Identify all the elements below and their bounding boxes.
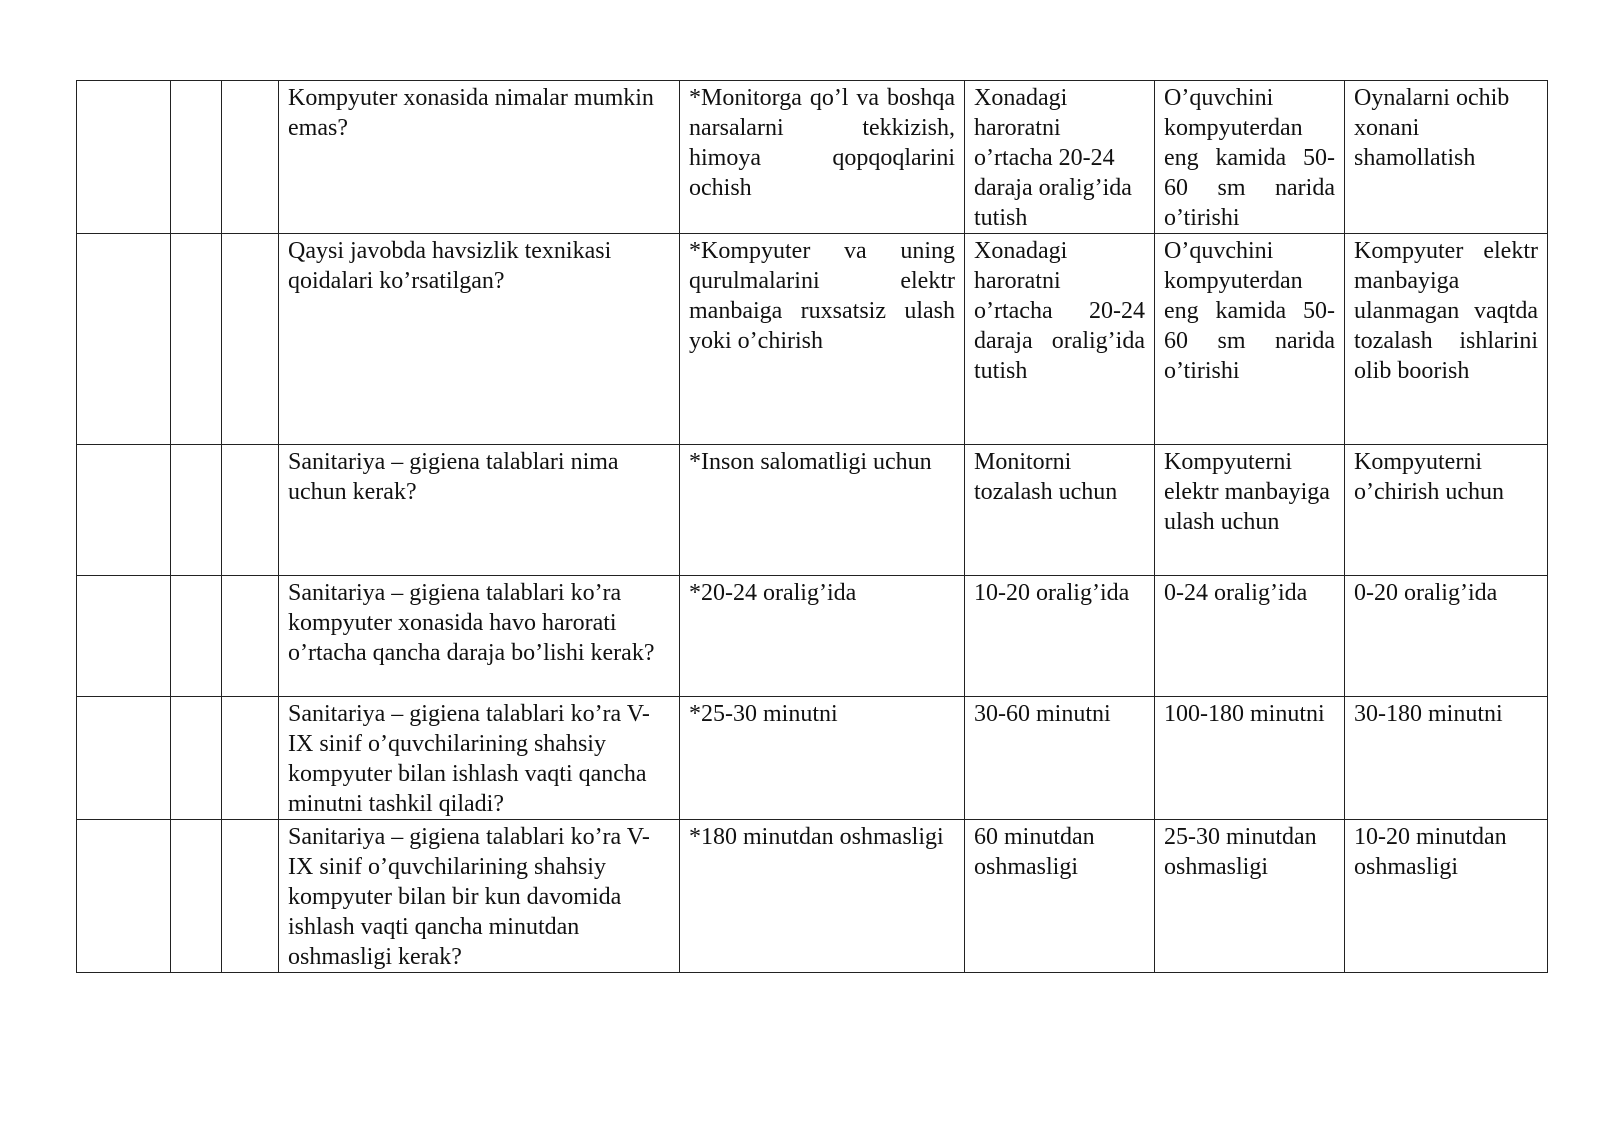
blank-cell [171, 576, 222, 697]
number-cell [77, 81, 171, 234]
correct-answer-cell: *Inson salomatligi uchun [680, 445, 965, 576]
option-c-cell: O’quvchini kompyuterdan eng kamida 50-60 sm narida o’tirishi [1155, 81, 1345, 234]
option-b-cell: Monitorni tozalash uchun [965, 445, 1155, 576]
question-cell: Qaysi javobda havsizlik texnikasi qoidalari ko’rsatilgan? [279, 234, 680, 445]
option-d-cell: 0-20 oralig’ida [1345, 576, 1548, 697]
blank-cell [222, 820, 279, 973]
blank-cell [222, 234, 279, 445]
question-cell: Kompyuter xonasida nimalar mumkin emas? [279, 81, 680, 234]
question-cell: Sanitariya – gigiena talablari ko’ra V-IX sinif o’quvchilarining shahsiy kompyuter bilan ishlash vaqti qancha minutni tashkil qiladi? [279, 697, 680, 820]
number-cell [77, 445, 171, 576]
correct-answer-cell: *Kompyuter va uning qurulmalarini elektr manbaiga ruxsatsiz ulash yoki o’chirish [680, 234, 965, 445]
table-row [77, 697, 1548, 820]
question-cell: Sanitariya – gigiena talablari ko’ra kompyuter xonasida havo harorati o’rtacha qancha daraja bo’lishi kerak? [279, 576, 680, 697]
option-b-cell: Xonadagi haroratni o’rtacha 20-24 daraja oralig’ida tutish [965, 234, 1155, 445]
table-row [77, 576, 1548, 697]
number-cell [77, 234, 171, 445]
option-b-cell: 10-20 oralig’ida [965, 576, 1155, 697]
question-cell: Sanitariya – gigiena talablari ko’ra V-IX sinif o’quvchilarining shahsiy kompyuter bilan bir kun davomida ishlash vaqti qancha minutdan oshmasligi kerak? [279, 820, 680, 973]
option-c-cell: 0-24 oralig’ida [1155, 576, 1345, 697]
blank-cell [222, 697, 279, 820]
blank-cell [171, 820, 222, 973]
table-row [77, 820, 1548, 973]
option-d-cell: Kompyuter elektr manbayiga ulanmagan vaqtda tozalash ishlarini olib boorish [1345, 234, 1548, 445]
option-b-cell: Xonadagi haroratni o’rtacha 20-24 daraja oralig’ida tutish [965, 81, 1155, 234]
blank-cell [222, 81, 279, 234]
blank-cell [222, 576, 279, 697]
correct-answer-cell: *25-30 minutni [680, 697, 965, 820]
option-c-cell: O’quvchini kompyuterdan eng kamida 50-60 sm narida o’tirishi [1155, 234, 1345, 445]
correct-answer-cell: *180 minutdan oshmasligi [680, 820, 965, 973]
question-cell: Sanitariya – gigiena talablari nima uchun kerak? [279, 445, 680, 576]
option-d-cell: 30-180 minutni [1345, 697, 1548, 820]
blank-cell [171, 234, 222, 445]
number-cell [77, 697, 171, 820]
correct-answer-cell: *20-24 oralig’ida [680, 576, 965, 697]
number-cell [77, 576, 171, 697]
option-b-cell: 60 minutdan oshmasligi [965, 820, 1155, 973]
option-d-cell: Oynalarni ochib xonani shamollatish [1345, 81, 1548, 234]
blank-cell [222, 445, 279, 576]
blank-cell [171, 445, 222, 576]
option-c-cell: 100-180 minutni [1155, 697, 1345, 820]
option-c-cell: Kompyuterni elektr manbayiga ulash uchun [1155, 445, 1345, 576]
table-row [77, 234, 1548, 445]
table-row [77, 81, 1548, 234]
quiz-table [76, 80, 1548, 973]
option-b-cell: 30-60 minutni [965, 697, 1155, 820]
option-d-cell: Kompyuterni o’chirish uchun [1345, 445, 1548, 576]
option-c-cell: 25-30 minutdan oshmasligi [1155, 820, 1345, 973]
blank-cell [171, 81, 222, 234]
option-d-cell: 10-20 minutdan oshmasligi [1345, 820, 1548, 973]
correct-answer-cell: *Monitorga qo’l va boshqa narsalarni tekkizish, himoya qopqoqlarini ochish [680, 81, 965, 234]
table-row [77, 445, 1548, 576]
blank-cell [171, 697, 222, 820]
number-cell [77, 820, 171, 973]
